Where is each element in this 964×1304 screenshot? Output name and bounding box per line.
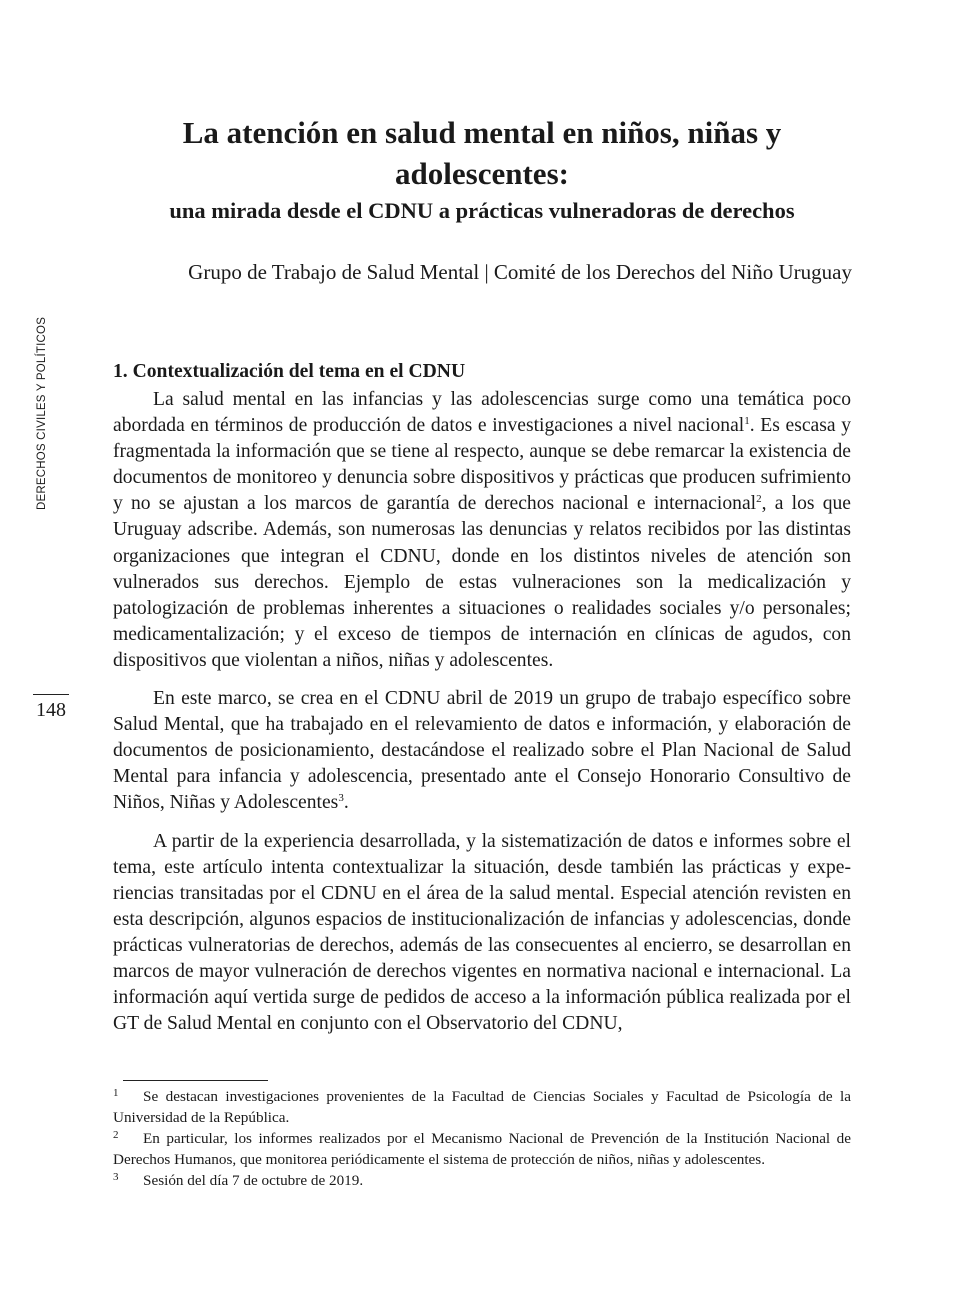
body-paragraph-1 (113, 387, 851, 674)
paragraph-text: En este marco, se crea en el CDNU abril de 2019 un grupo de trabajo específico sobre Salud Mental, que ha trabajado en el relevamiento de datos e información, y elaboración de documentos de posicionamiento, destacándose el realizado sobre el Plan Nacional de Salud Mental para infancia y adolescencia, presentado ante el Consejo Honorario Consultivo de Niños, Niñas y Adolescentes (113, 688, 851, 814)
footnote-item: 1 Se destacan investigaciones provenientes de la Facultad de Ciencias Sociales y Facultad de Psicología de la Universidad de la República. (113, 1087, 851, 1126)
paragraph-text: . (343, 792, 349, 814)
page-number: 148 (36, 699, 66, 721)
footnote-separator (123, 1080, 268, 1081)
footnote-text: Sesión del día 7 de octubre de 2019. (143, 1172, 364, 1189)
paragraph-text: . Es escasa y fragmentada la información que se tiene al respecto, aunque se debe remarcar la existencia de documentos de monitoreo y denuncia sobre dispositivos y prácticas que producen sufrimiento y no se ajustan a los marcos de garantía de derechos nacional e internacional (113, 415, 851, 515)
footnote-ref-1[interactable]: 1 (744, 415, 750, 428)
footnotes (113, 1086, 851, 1191)
section-side-label: DERECHOS CIVILES Y POLÍTICOS (36, 316, 48, 510)
footnote-ref-3[interactable]: 3 (338, 792, 344, 805)
paragraph-text: La salud mental en las infancias y las adolescencias surge como una temática poco abordada en términos de producción de datos e investigaciones a nivel nacional (113, 389, 851, 437)
footnote-text: Se destacan investigaciones provenientes de la Facultad de Ciencias Sociales y Facultad de Psicología de la Universidad de la República. (113, 1088, 851, 1126)
footnote-text: En particular, los informes realizados por el Mecanismo Nacional de Prevención de la Institución Nacional de Derechos Humanos, que monitorea periódicamente el sistema de protección de niños, niñas y adolescentes. (113, 1130, 851, 1168)
footnote-item: 2 En particular, los informes realizados por el Mecanismo Nacional de Prevención de la Institución Nacional de Derechos Humanos, que monitorea periódicamente el sistema de protección de niños, niñas y adolescentes. (113, 1129, 851, 1168)
footnote-item: 3 Sesión del día 7 de octubre de 2019. (113, 1171, 364, 1189)
body-paragraph-3: A partir de la experiencia desarrollada, y la sistematización de datos e informes sobre el tema, este artículo intenta contextualizar la situación, desde también las prácticas y experiencias transitadas por el CDNU en el área de la salud mental. Especial atención revisten en esta descripción, algunos espacios de institucionalización de infancias y adolescencias, donde prácticas vulneratorias de derechos, además de las consecuentes al encierro, se desarrollan en marcos de mayor vulneración de derechos vigentes en normativa nacional e internacional. La información aquí vertida surge de pedidos de acceso a la información pública realizada por el GT de Salud Mental en conjunto con el Observatorio del CDNU, (113, 830, 851, 1035)
article-title: La atención en salud mental en niños, niñas y adolescentes: (182, 115, 782, 191)
footnote-ref-2[interactable]: 2 (756, 493, 762, 506)
section-heading: 1. Contextualización del tema en el CDNU (113, 361, 466, 382)
page-number-rule (33, 694, 69, 695)
paragraph-text: , a los que Uruguay adscribe. Además, son numerosas las denuncias y relatos recibidos por las distintas organizaciones que integran el CDNU, donde en los distintos niveles de atención son vulnerados sus derechos. Ejemplo de estas vulneraciones son la medicalización y patologización de problemas inherentes a situaciones o realidades sociales y/o personales; medicamentalización; y el exceso de tiempos de internación en clínicas de agudos, con dispositivos que violentan a niños, niñas y adolescentes. (113, 493, 852, 671)
article-subtitle: una mirada desde el CDNU a prácticas vulneradoras de derechos (169, 198, 795, 223)
body-paragraph-2 (113, 686, 851, 816)
article-authors: Grupo de Trabajo de Salud Mental | Comité de los Derechos del Niño Uruguay (188, 260, 852, 284)
article-body (113, 359, 851, 1049)
